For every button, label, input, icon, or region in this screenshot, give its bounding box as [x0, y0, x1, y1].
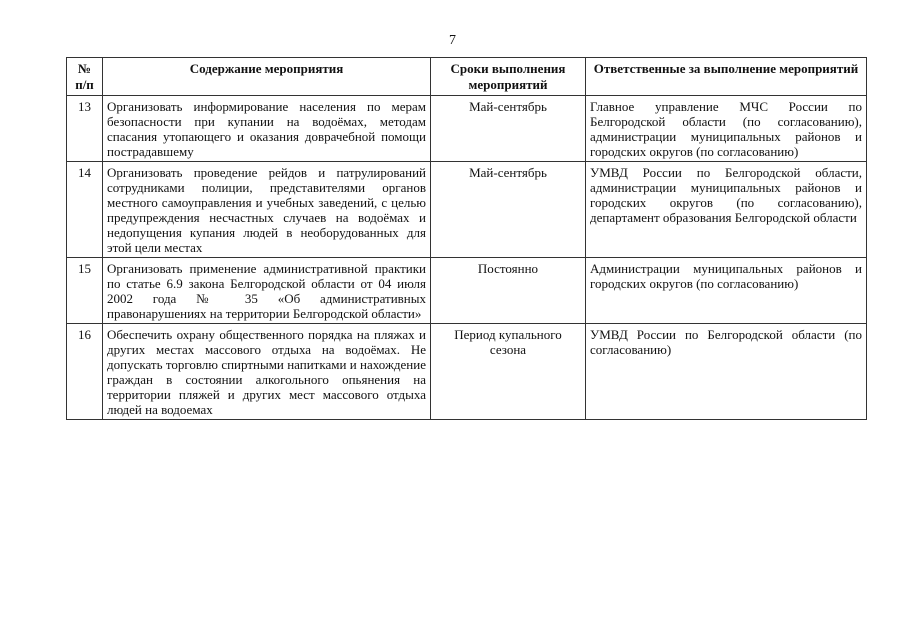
- row-deadline: Май-сентябрь: [431, 96, 586, 162]
- row-responsible: Администрации муниципальных районов и городских округов (по согласованию): [586, 258, 867, 324]
- row-number: 15: [67, 258, 103, 324]
- row-responsible: УМВД России по Белгородской области (по согласованию): [586, 324, 867, 420]
- row-content: Организовать информирование населения по мерам безопасности при купании на водоёмах, методам спасания утопающего и оказания доврачебной помощи пострадавшему: [103, 96, 431, 162]
- row-deadline: Май-сентябрь: [431, 162, 586, 258]
- table-row: [67, 96, 867, 162]
- table-row: [67, 258, 867, 324]
- measures-table: [66, 57, 867, 420]
- header-responsible: Ответственные за выполнение мероприятий: [586, 58, 867, 96]
- table-row: [67, 324, 867, 420]
- row-deadline: Период купального сезона: [431, 324, 586, 420]
- page-number: 7: [449, 33, 456, 48]
- table-row: [67, 162, 867, 258]
- row-responsible: УМВД России по Белгородской области, администрации муниципальных районов и городских округов (по согласованию), департамент образования Белгородской области: [586, 162, 867, 258]
- header-deadline: Сроки выполнения мероприятий: [431, 58, 586, 96]
- row-number: 14: [67, 162, 103, 258]
- row-number: 13: [67, 96, 103, 162]
- header-number: № п/п: [67, 58, 103, 96]
- row-deadline: Постоянно: [431, 258, 586, 324]
- row-content: Организовать применение административной практики по статье 6.9 закона Белгородской области от 04 июля 2002 года № 35 «Об административных правонарушениях на территории Белгородской области»: [103, 258, 431, 324]
- table-header-row: [67, 58, 867, 96]
- row-content: Организовать проведение рейдов и патрулирований сотрудниками полиции, представителями органов местного самоуправления и учебных заведений, с целью предупреждения несчастных случаев на водоёмах и недопущения купания людей в необорудованных для этой цели местах: [103, 162, 431, 258]
- row-content: Обеспечить охрану общественного порядка на пляжах и других местах массового отдыха на водоёмах. Не допускать торговлю спиртными напитками и нахождение граждан в состоянии алкогольного опьянения на территории пляжей и других мест массового отдыха людей на водоемах: [103, 324, 431, 420]
- header-content: Содержание мероприятия: [103, 58, 431, 96]
- row-number: 16: [67, 324, 103, 420]
- row-responsible: Главное управление МЧС России по Белгородской области (по согласованию), администрации муниципальных районов и городских округов (по согласованию): [586, 96, 867, 162]
